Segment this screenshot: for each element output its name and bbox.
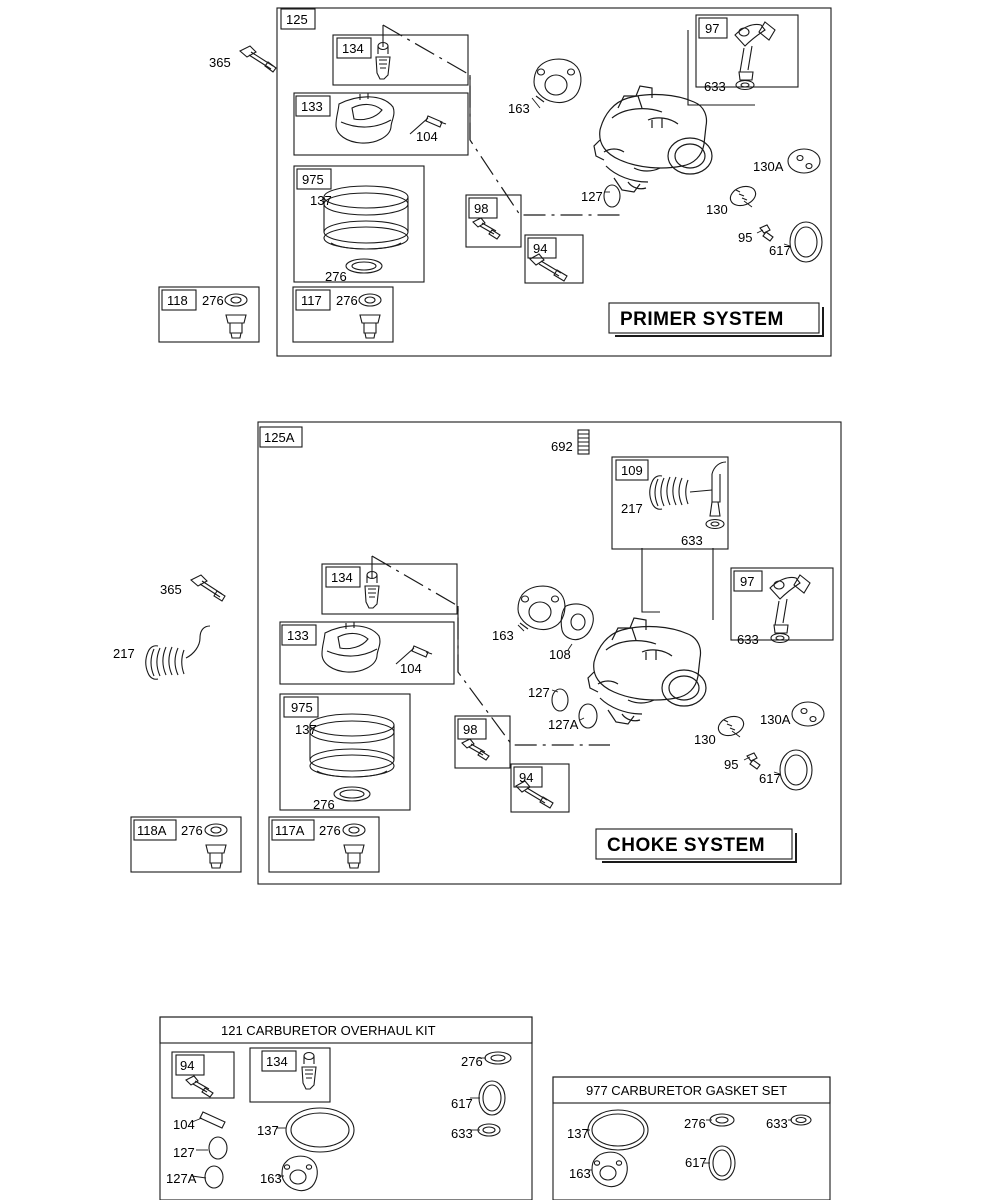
ref-217-109: 217	[621, 501, 643, 516]
ref-130-choke: 130	[694, 732, 716, 747]
ref-127: 127	[581, 189, 603, 204]
ref-617-choke: 617	[759, 771, 781, 786]
ref-125: 125	[286, 12, 308, 27]
ref-109: 109	[621, 463, 643, 478]
gasket-set-title: 977 CARBURETOR GASKET SET	[586, 1083, 788, 1098]
gasket-ref-137: 137	[567, 1126, 589, 1141]
kit-ref-163: 163	[260, 1171, 282, 1186]
kit-ref-137: 137	[257, 1123, 279, 1138]
ref-118: 118	[167, 293, 188, 308]
ref-94-choke: 94	[519, 770, 534, 785]
ref-276-117: 276	[336, 293, 358, 308]
overhaul-kit-title: 121 CARBURETOR OVERHAUL KIT	[221, 1023, 436, 1038]
ref-276-118a: 276	[181, 823, 203, 838]
ref-104: 104	[416, 129, 438, 144]
ref-133: 133	[301, 99, 323, 114]
kit-ref-104: 104	[173, 1117, 195, 1132]
ref-975-choke: 975	[291, 700, 313, 715]
ref-134: 134	[342, 41, 364, 56]
ref-276: 276	[325, 269, 347, 284]
ref-133-choke: 133	[287, 628, 309, 643]
gasket-ref-163: 163	[569, 1166, 591, 1181]
ref-104-choke: 104	[400, 661, 422, 676]
ref-130a-choke: 130A	[760, 712, 791, 727]
panel-title-primer: PRIMER SYSTEM	[620, 309, 784, 330]
ref-108: 108	[549, 647, 571, 662]
ref-276-118: 276	[202, 293, 224, 308]
kit-ref-134: 134	[266, 1054, 288, 1069]
ref-97: 97	[705, 21, 720, 36]
ref-117: 117	[301, 293, 322, 308]
ref-137: 137	[310, 193, 332, 208]
gasket-ref-633: 633	[766, 1116, 788, 1131]
ref-276-choke: 276	[313, 797, 335, 812]
ref-95: 95	[738, 230, 753, 245]
ref-137-choke: 137	[295, 722, 317, 737]
ref-127a: 127A	[548, 717, 579, 732]
kit-ref-127: 127	[173, 1145, 195, 1160]
ref-617: 617	[769, 243, 791, 258]
kit-ref-617: 617	[451, 1096, 473, 1111]
ref-95-choke: 95	[724, 757, 739, 772]
ref-217: 217	[113, 646, 135, 661]
ref-692: 692	[551, 439, 573, 454]
ref-365: 365	[209, 55, 231, 70]
gasket-ref-276: 276	[684, 1116, 706, 1131]
kit-ref-94: 94	[180, 1058, 195, 1073]
ref-633-choke: 633	[737, 632, 759, 647]
ref-134-choke: 134	[331, 570, 353, 585]
ref-975: 975	[302, 172, 324, 187]
ref-276-117a: 276	[319, 823, 341, 838]
ref-97-choke: 97	[740, 574, 755, 589]
panel-title-choke: CHOKE SYSTEM	[607, 835, 766, 856]
ref-365-choke: 365	[160, 582, 182, 597]
ref-98: 98	[474, 201, 489, 216]
kit-ref-276: 276	[461, 1054, 483, 1069]
ref-633-109: 633	[681, 533, 703, 548]
ref-94: 94	[533, 241, 548, 256]
ref-125a: 125A	[264, 430, 295, 445]
kit-ref-127a: 127A	[166, 1171, 197, 1186]
ref-163-choke: 163	[492, 628, 514, 643]
ref-118a: 118A	[137, 823, 167, 838]
gasket-ref-617: 617	[685, 1155, 707, 1170]
kit-ref-633: 633	[451, 1126, 473, 1141]
ref-98-choke: 98	[463, 722, 478, 737]
ref-163: 163	[508, 101, 530, 116]
ref-127-choke: 127	[528, 685, 550, 700]
ref-130a: 130A	[753, 159, 784, 174]
ref-130: 130	[706, 202, 728, 217]
ref-633: 633	[704, 79, 726, 94]
ref-117a: 117A	[275, 823, 305, 838]
